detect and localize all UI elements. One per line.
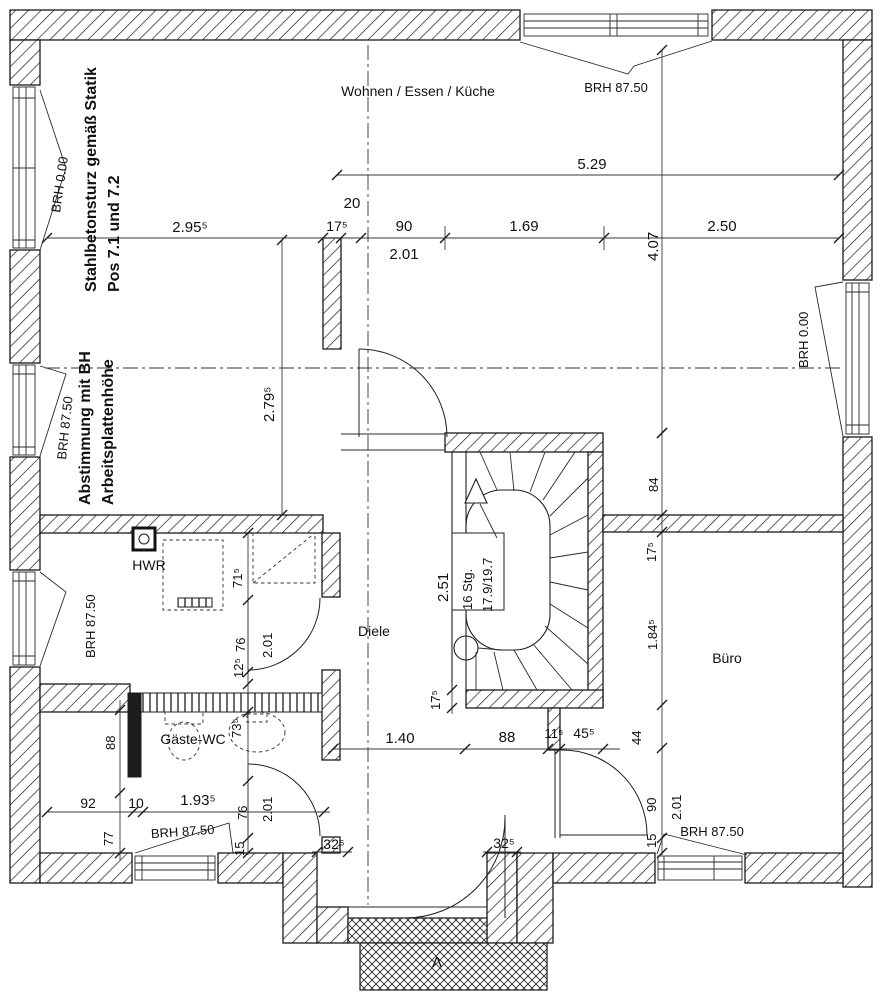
dim-175-office: 17⁵ [644,542,659,562]
dim-407: 4.07 [645,231,662,261]
dim-140: 1.40 [385,730,415,747]
sill-label-left-mid: BRH 87.50 [54,395,76,461]
room-label-guest-wc: Gäste-WC [160,731,226,747]
note-worktop-line1: Abstimmung mit BH [77,351,94,505]
dim-76-hwr: 76 [233,637,248,652]
dim-20: 20 [343,195,361,212]
entrance-marker: Λ [431,954,443,971]
dim-88-wc: 88 [103,735,118,750]
dim-115: 11⁵ [544,726,564,741]
sill-label-bottom-right: BRH 87.50 [680,824,744,839]
dim-201-office: 2.01 [669,794,684,820]
note-worktop-line2: Arbeitsplattenhöhe [100,359,117,505]
dim-325-right: 32⁵ [493,835,515,851]
dim-325-left: 32⁵ [323,836,345,852]
installation-duct [128,693,141,777]
dim-455: 45⁵ [573,725,595,741]
note-lintel-line2: Pos 7.1 und 7.2 [106,175,123,292]
sill-label-top: BRH 87.50 [584,80,648,95]
room-label-living: Wohnen / Essen / Küche [341,83,495,99]
dim-15-right: 15 [644,833,659,848]
room-label-hall: Diele [358,623,390,639]
dim-15-left: 15 [232,841,247,856]
dim-715: 71⁵ [230,568,245,588]
note-lintel-line1: Stahlbetonsturz gemäß Statik [83,67,100,292]
dim-90-office: 90 [644,797,659,812]
dim-1935: 1.93⁵ [180,792,216,809]
room-label-utility: HWR [132,557,166,573]
dim-529: 5.29 [577,156,607,173]
dim-1845: 1.84⁵ [645,619,660,650]
wc-partition-radiator [141,693,322,712]
dim-44: 44 [629,730,644,745]
dim-201-wc: 2.01 [260,796,275,822]
dim-201-hwr: 2.01 [260,632,275,658]
dim-84: 84 [646,477,661,492]
dim-10: 10 [128,795,144,811]
dim-2795: 2.79⁵ [261,386,278,422]
dim-76-wc: 76 [235,805,250,820]
dim-175-top: 17⁵ [326,218,348,234]
dim-175-stair: 17⁵ [428,690,443,710]
dim-250: 2.50 [707,218,737,235]
dim-251: 2.51 [435,572,452,602]
sill-label-bottom-left: BRH 87.50 [150,821,215,842]
vent-duct-icon [133,528,155,550]
sill-label-left-top: BRH 0.00 [48,155,71,214]
dim-735: 73⁵ [229,718,244,738]
dim-201-top: 2.01 [389,246,419,263]
dim-77: 77 [101,831,116,846]
sill-label-left-low: BRH 87.50 [83,594,98,658]
dim-92: 92 [80,795,96,811]
sill-label-right: BRH 0.00 [796,311,811,368]
dim-169: 1.69 [509,218,539,235]
dim-90-top: 90 [395,218,413,235]
stair-note-line2: 17.9/19.7 [480,557,495,612]
dim-2955: 2.95⁵ [172,219,208,236]
room-label-office: Büro [712,650,742,666]
dim-125: 12⁵ [231,658,246,678]
dim-88-hall: 88 [498,729,516,746]
stair-note-line1: 16 Stg. [460,568,475,610]
